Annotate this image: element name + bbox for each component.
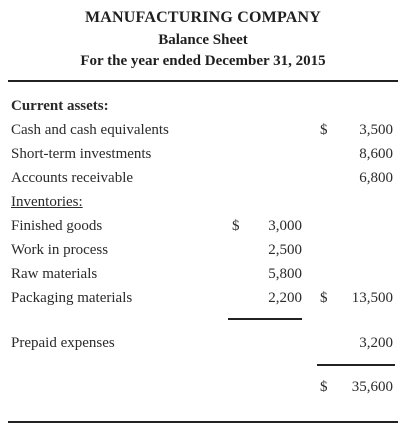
finished-goods-amount: 3,000: [268, 218, 302, 234]
receivable-amount: 6,800: [359, 170, 393, 186]
statement-title: Balance Sheet: [158, 32, 248, 48]
short-term-amount: 8,600: [359, 146, 393, 162]
raw-materials-label: Raw materials: [11, 266, 98, 282]
grand-total-dollar-sign: $: [320, 379, 328, 395]
inventories-subtotal-rule: [228, 318, 302, 320]
grand-total-amount: 35,600: [351, 379, 393, 395]
packaging-amount: 2,200: [268, 290, 302, 306]
inventories-total-dollar-sign: $: [320, 290, 328, 306]
line-item-finished-goods: [0, 216, 406, 236]
packaging-label: Packaging materials: [11, 290, 133, 306]
prepaid-label: Prepaid expenses: [11, 335, 115, 351]
line-item-prepaid: [0, 333, 406, 353]
finished-goods-label: Finished goods: [11, 218, 103, 234]
current-assets-total-row: [0, 377, 406, 397]
current-assets-heading: Current assets:: [11, 98, 109, 114]
short-term-label: Short-term investments: [11, 146, 152, 162]
line-item-cash: [0, 120, 406, 140]
wip-amount: 2,500: [268, 242, 302, 258]
header-divider: [8, 80, 398, 82]
inventories-total-amount: 13,500: [351, 290, 393, 306]
receivable-label: Accounts receivable: [11, 170, 134, 186]
line-item-packaging: [0, 288, 406, 308]
cash-label: Cash and cash equivalents: [11, 122, 169, 138]
inventories-heading: Inventories:: [11, 194, 83, 210]
raw-materials-amount: 5,800: [268, 266, 302, 282]
finished-goods-dollar-sign: $: [232, 218, 240, 234]
cash-dollar-sign: $: [320, 122, 328, 138]
inventories-heading-row: [0, 192, 406, 212]
line-item-wip: [0, 240, 406, 260]
company-name: MANUFACTURING COMPANY: [84, 9, 322, 26]
total-rule: [317, 364, 395, 366]
line-item-raw-materials: [0, 264, 406, 284]
line-item-receivable: [0, 168, 406, 188]
bottom-divider: [8, 421, 398, 423]
section-heading-row: [0, 96, 406, 116]
prepaid-amount: 3,200: [359, 335, 393, 351]
wip-label: Work in process: [11, 242, 109, 258]
line-item-short-term: [0, 144, 406, 164]
cash-amount: 3,500: [359, 122, 393, 138]
statement-period: For the year ended December 31, 2015: [80, 53, 326, 69]
